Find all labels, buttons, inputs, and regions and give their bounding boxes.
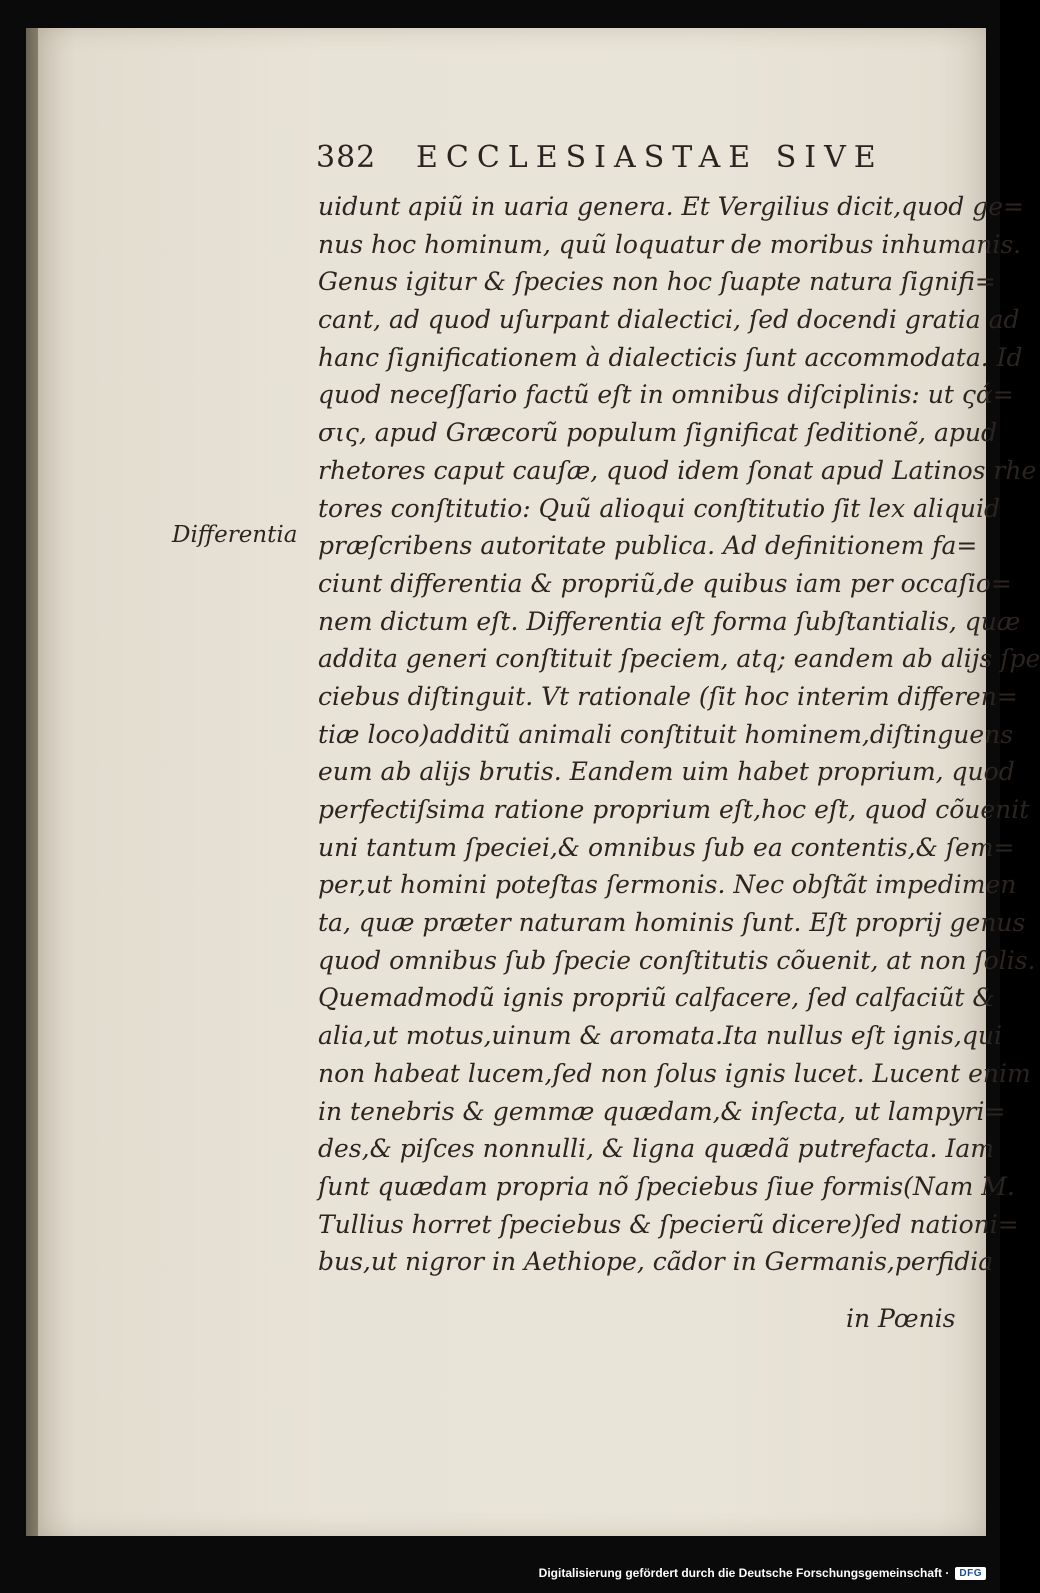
text-line: ta, quæ præter naturam hominis ſunt. Eſt proprij genus (318, 908, 1026, 938)
text-line: nus hoc hominum, quũ loquatur de moribus inhumanis. (318, 229, 1022, 259)
text-line: ſunt quædam propria nõ ſpeciebus ſiue formis(Nam M. (318, 1171, 1015, 1201)
text-line: quod omnibus ſub ſpecie conſtitutis cõuenit, at non ſolis. (318, 945, 1036, 975)
dfg-logo: DFG (955, 1567, 986, 1580)
text-line: uidunt apiũ in uaria genera. Et Vergilius dicit,quod ge= (318, 192, 1024, 221)
page-number: 382 (316, 140, 377, 175)
margin-note: Differentia (172, 522, 298, 548)
credit-text: Digitalisierung gefördert durch die Deutsche Forschungsgemeinschaft · (538, 1566, 950, 1580)
text-line: Quemadmodũ ignis propriũ calfacere, ſed calfaciũt & (318, 983, 995, 1013)
text-line: nem dictum eſt. Differentia eſt forma ſubſtantialis, quæ (318, 606, 1021, 636)
text-line: ciunt differentia & propriũ,de quibus iam per occaſio= (318, 568, 1012, 598)
text-line: des,& piſces nonnulli, & ligna quædã putrefacta. Iam (318, 1134, 994, 1164)
text-line: hanc ſignificationem à dialecticis ſunt accommodata. Id (318, 342, 1023, 372)
text-line: tiæ loco)additũ animali conſtituit hominem,diſtinguens (318, 719, 1014, 749)
text-line: alia,ut motus,uinum & aromata.Ita nullus eſt ignis,qui (318, 1021, 1002, 1051)
text-line: Tullius horret ſpeciebus & ſpecierũ dicere)ſed nationi= (318, 1209, 1019, 1239)
text-line: per,ut homini poteſtas ſermonis. Nec obſtãt impedimen (318, 870, 1017, 900)
text-line: ciebus diſtinguit. Vt rationale (ſit hoc interim differen= (318, 681, 1018, 711)
text-line: tores conſtitutio: Quũ alioqui conſtitutio ſit lex aliquid (318, 493, 1001, 523)
digitization-credit (539, 1563, 986, 1583)
text-line: bus,ut nigror in Aethiope, cãdor in Germanis,perfidia (318, 1247, 994, 1277)
text-line: non habeat lucem,ſed non ſolus ignis lucet. Lucent enim (318, 1058, 1031, 1088)
text-line: præſcribens autoritate publica. Ad definitionem fa= (318, 531, 978, 561)
text-line: rhetores caput cauſæ, quod idem ſonat apud Latinos rhe (318, 455, 1037, 485)
body-text (318, 188, 1040, 1281)
text-line: quod neceſſario factũ eſt in omnibus diſciplinis: ut ςά= (318, 380, 1014, 410)
text-line: cant, ad quod uſurpant dialectici, ſed docendi gratia ad (318, 305, 1020, 335)
text-line: Genus igitur & ſpecies non hoc ſuapte natura ſignifi= (318, 267, 996, 297)
running-title: ECCLESIASTAE SIVE (416, 140, 884, 175)
text-line: uni tantum ſpeciei,& omnibus ſub ea contentis,& ſem= (318, 832, 1015, 862)
text-line: in tenebris & gemmæ quædam,& inſecta, ut lampyri= (318, 1096, 1006, 1126)
text-line: σις, apud Græcorũ populum ſignificat ſeditionẽ, apud (318, 418, 997, 448)
text-line: eum ab alijs brutis. Eandem uim habet proprium, quod (318, 757, 1015, 787)
catchword: in Pœnis (846, 1304, 956, 1333)
text-line: perfectiſsima ratione proprium eſt,hoc eſt, quod cõuenit (318, 795, 1030, 824)
running-header (316, 140, 936, 180)
text-line: addita generi conſtituit ſpeciem, atq; eandem ab alijs ſpe (318, 644, 1040, 674)
